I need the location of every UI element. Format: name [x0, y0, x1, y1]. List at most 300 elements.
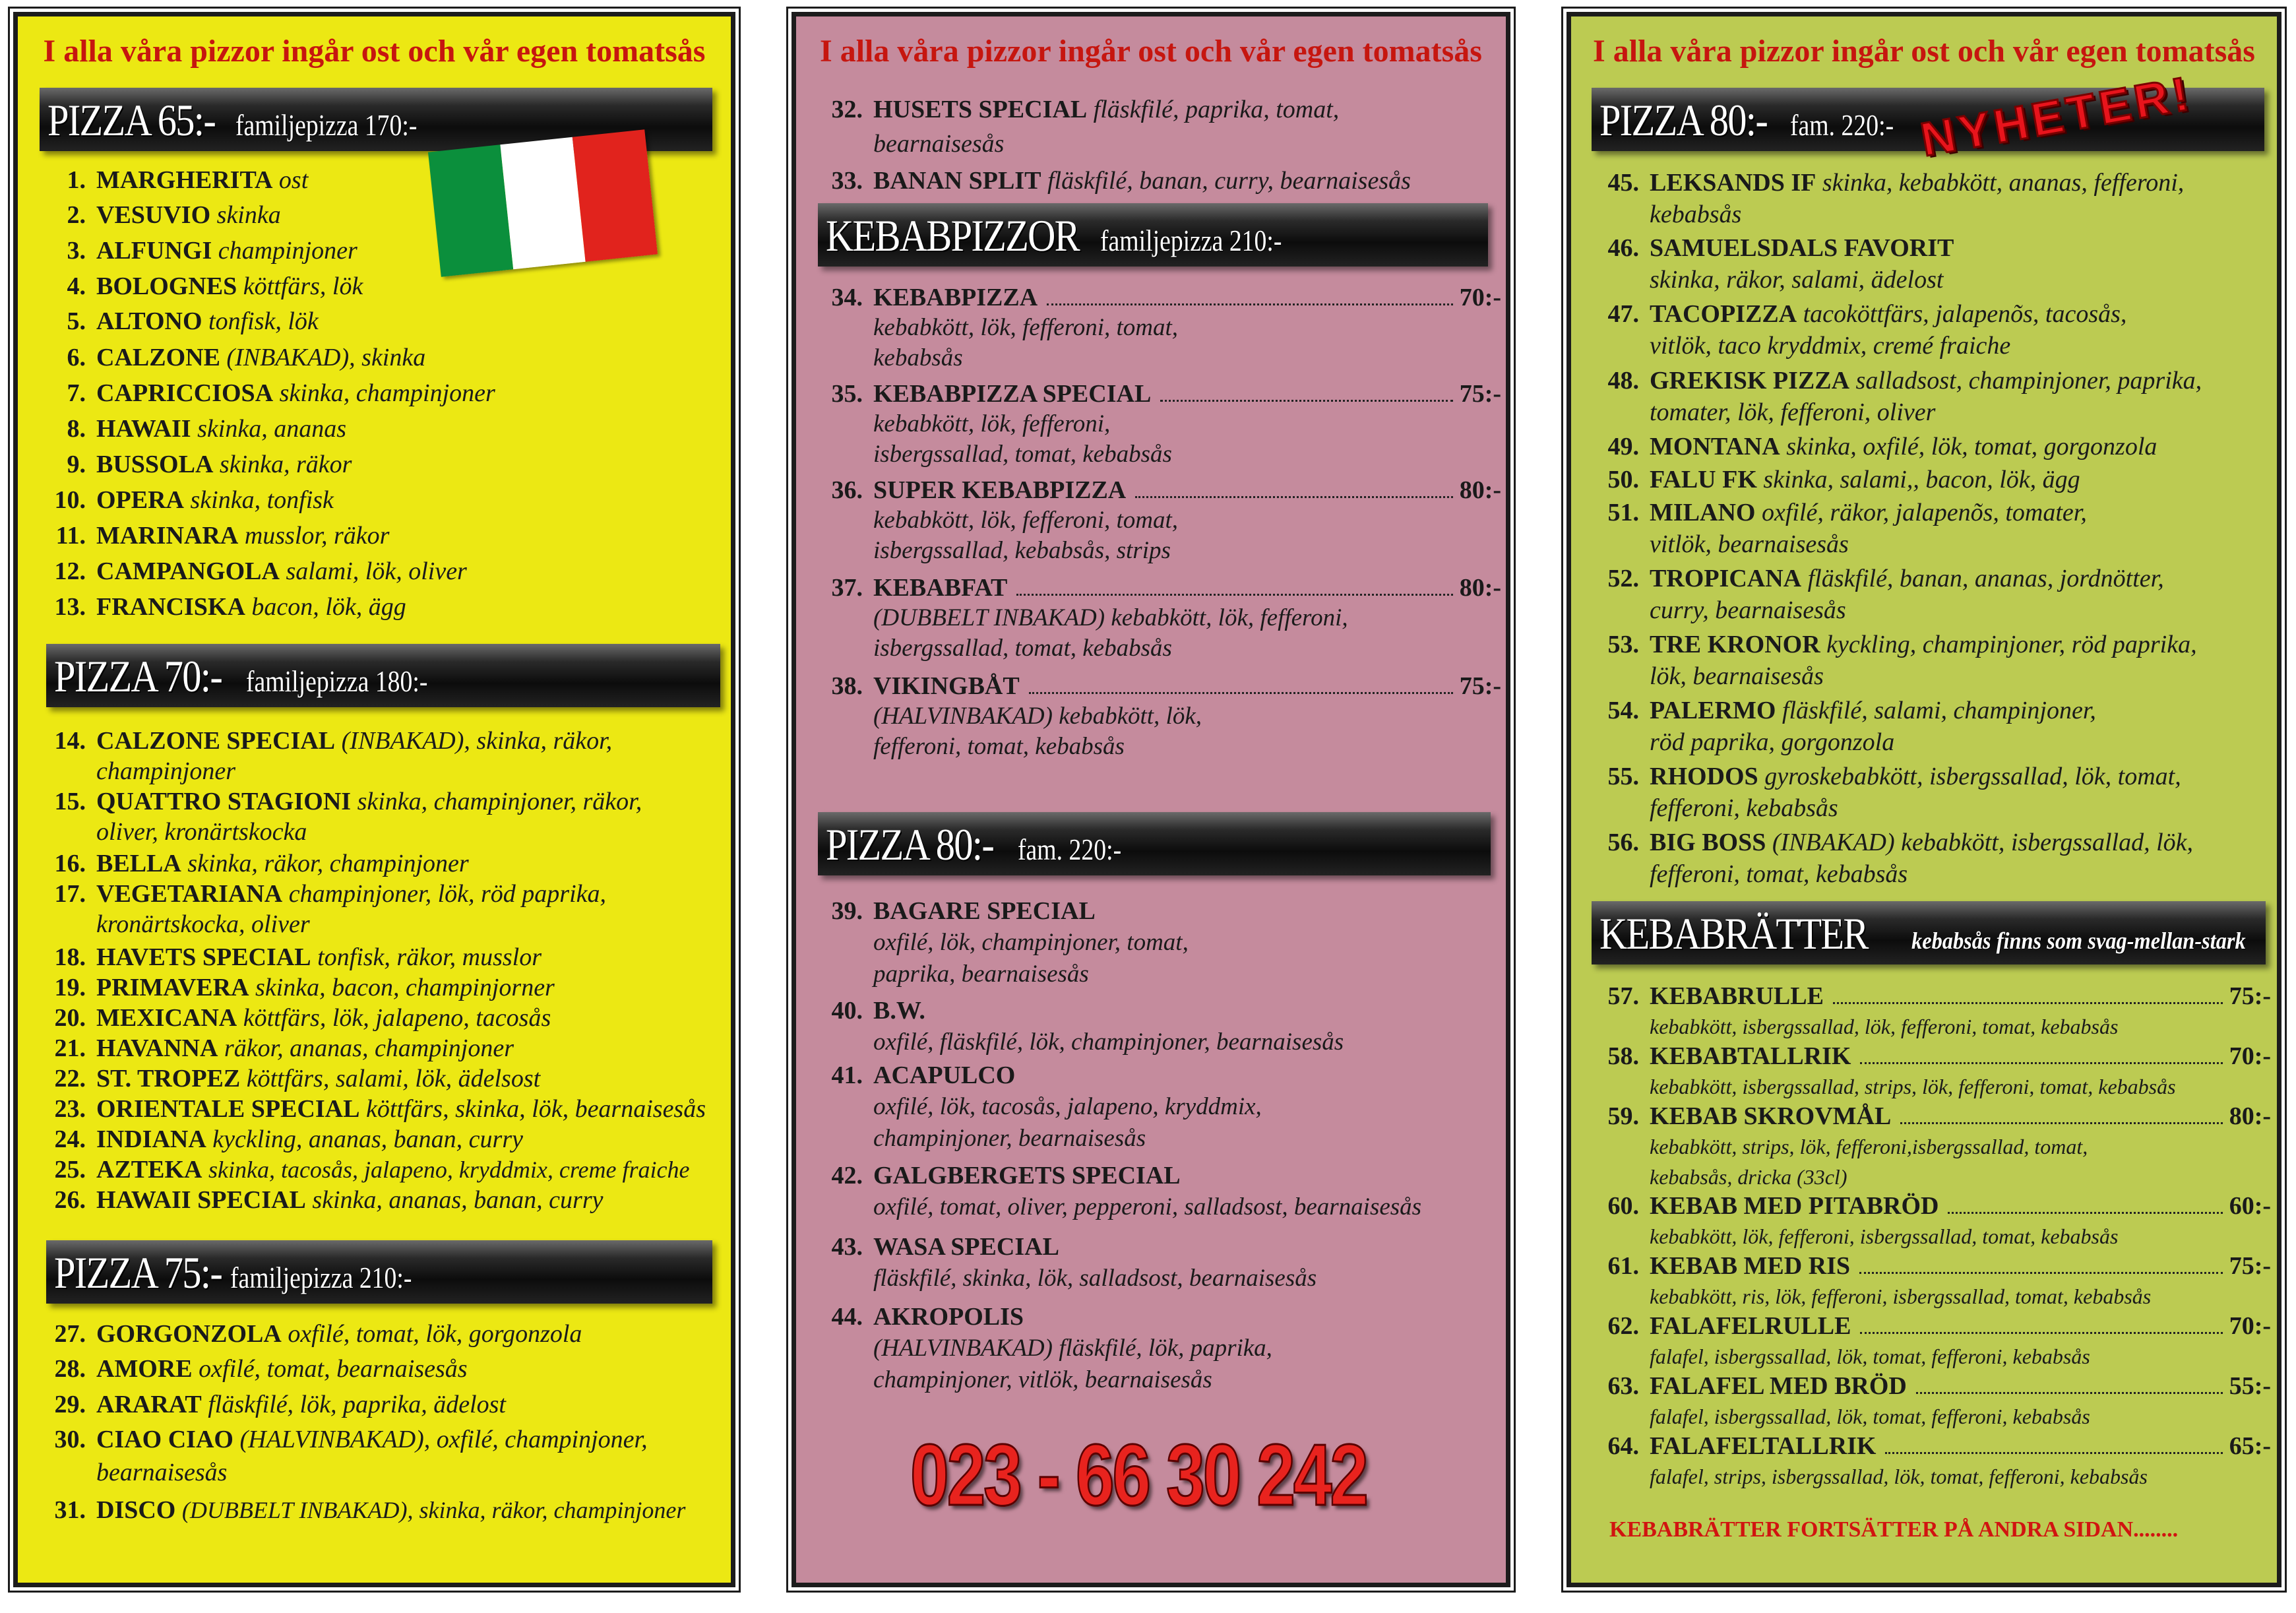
item-toppings: isbergssallad, tomat, kebabsås — [873, 635, 1172, 662]
item-name: MILANO — [1650, 499, 1756, 526]
item-text — [96, 485, 724, 515]
item-text — [873, 1060, 1501, 1154]
item-toppings: (INBAKAD) kebabkött, isbergssallad, lök, — [1772, 829, 2194, 856]
item-text — [96, 879, 734, 939]
item-text — [96, 414, 724, 444]
item-toppings: skinka, räkor — [219, 451, 352, 478]
item-name: FALAFEL MED BRÖD — [1650, 1372, 1907, 1400]
item-toppings: köttfärs, skinka, lök, bearnaisesås — [365, 1095, 706, 1123]
item-name: KEBAB MED RIS — [1650, 1252, 1851, 1280]
section-header-pizza-80-middle — [818, 812, 1491, 875]
item-name: HAWAII SPECIAL — [96, 1186, 306, 1214]
item-toppings-cont: kronärtskocka, oliver — [96, 910, 310, 938]
item-name: CALZONE SPECIAL — [96, 727, 336, 755]
item-name: KEBABPIZZA SPECIAL — [873, 380, 1152, 408]
item-text — [96, 1124, 734, 1154]
item-number: 10. — [54, 486, 86, 514]
item-name: FALU FK — [1650, 466, 1757, 493]
item-text — [96, 1317, 731, 1350]
item-name: CALZONE — [96, 344, 220, 371]
item-text — [96, 200, 724, 230]
item-price: 60:- — [2229, 1192, 2271, 1220]
item-toppings: skinka, salami,, bacon, lök, ägg — [1763, 466, 2080, 493]
item-text — [96, 592, 724, 622]
section-title: PIZZA 65:- — [47, 95, 216, 145]
item-name: BANAN SPLIT — [873, 167, 1041, 195]
item-toppings: (HALVINBAKAD) kebabkött, lök, — [873, 703, 1202, 730]
continues-note: KEBABRÄTTER FORTSÄTTER PÅ ANDRA SIDAN........ — [1609, 1517, 2179, 1542]
section-title: PIZZA 75:- — [54, 1248, 222, 1298]
item-toppings: oxfilé, räkor, jalapenõs, tomater, — [1761, 499, 2087, 526]
item-title-row — [873, 379, 1501, 409]
item-number: 29. — [54, 1391, 86, 1418]
item-number: 13. — [54, 593, 86, 621]
item-text — [96, 271, 724, 301]
item-text — [1650, 629, 2271, 692]
item-toppings: (DUBBELT INBAKAD), skinka, räkor, champinjoner — [181, 1497, 686, 1523]
item-toppings: champinjoner — [218, 237, 357, 265]
item-price: 75:- — [2229, 1252, 2271, 1280]
item-price: 70:- — [2229, 1312, 2271, 1340]
item-toppings: kebabkött, lök, fefferoni, — [873, 410, 1111, 437]
sauce-note: kebabsås finns som svag-mellan-stark — [1911, 928, 2246, 954]
item-text — [96, 342, 724, 373]
item-text — [96, 1494, 731, 1527]
item-text — [1650, 1371, 2271, 1432]
item-number: 51. — [1607, 499, 1639, 526]
item-name: TRE KRONOR — [1650, 631, 1820, 658]
item-toppings: skinka, räkor, champinjoner — [187, 850, 469, 877]
item-toppings: kebabkött, lök, fefferoni, isbergssallad, tomat, kebabsås — [1650, 1224, 2119, 1248]
item-toppings: kebabkött, lök, fefferoni, tomat, — [873, 314, 1179, 341]
section-header-pizza-70 — [46, 644, 720, 707]
item-toppings: tacoköttfärs, jalapenõs, tacosås, — [1803, 300, 2127, 328]
item-name: GORGONZOLA — [96, 1320, 282, 1348]
section-header-pizza-75 — [46, 1240, 712, 1304]
item-name: PRIMAVERA — [96, 974, 249, 1001]
item-text — [1650, 1101, 2271, 1192]
item-number: 40. — [831, 997, 863, 1025]
item-title-row — [873, 995, 1501, 1027]
item-toppings: kyckling, ananas, banan, curry — [212, 1125, 523, 1153]
item-text — [1650, 497, 2271, 560]
item-toppings: oxfilé, tomat, lök, gorgonzola — [288, 1320, 582, 1348]
item-toppings: köttfärs, lök, jalapeno, tacosås — [243, 1004, 551, 1032]
item-number: 63. — [1607, 1372, 1639, 1400]
item-toppings: köttfärs, salami, lök, ädelsost — [246, 1065, 541, 1092]
item-number: 21. — [54, 1034, 86, 1062]
item-number: 1. — [67, 166, 86, 194]
item-toppings-cont: fefferoni, tomat, kebabsås — [1650, 860, 1908, 888]
item-text — [873, 895, 1501, 990]
item-number: 15. — [54, 788, 86, 815]
item-number: 27. — [54, 1320, 86, 1348]
item-title-row — [873, 282, 1501, 313]
item-toppings: kyckling, champinjoner, röd paprika, — [1826, 631, 2197, 658]
item-number: 64. — [1607, 1432, 1639, 1460]
phone-number[interactable]: 023 - 66 30 242 — [910, 1426, 1367, 1523]
item-name: PALERMO — [1650, 697, 1776, 724]
item-number: 53. — [1607, 631, 1639, 658]
item-toppings: tonfisk, lök — [208, 307, 319, 335]
item-text — [1650, 1191, 2271, 1251]
item-price: 55:- — [2229, 1372, 2271, 1400]
item-price: 80:- — [1459, 476, 1501, 504]
item-name: KEBABPIZZA — [873, 284, 1038, 311]
item-number: 9. — [67, 451, 86, 478]
item-title-row — [873, 475, 1501, 505]
item-toppings: fläskfilé, banan, curry, bearnaisesås — [1047, 167, 1411, 195]
item-name: KEBAB SKROVMÅL — [1650, 1102, 1892, 1130]
item-text — [96, 1003, 734, 1033]
item-toppings-cont: vitlök, bearnaisesås — [1650, 530, 1849, 558]
item-text — [873, 164, 1488, 198]
item-name: INDIANA — [96, 1125, 206, 1153]
item-toppings-cont: oliver, kronärtskocka — [96, 818, 307, 846]
item-title-row — [1650, 1311, 2271, 1341]
item-toppings: skinka, champinjoner — [279, 379, 495, 407]
item-toppings-cont: fefferoni, kebabsås — [1650, 794, 1838, 822]
item-title-row — [873, 1060, 1501, 1091]
item-toppings: ost — [278, 166, 309, 194]
item-number: 18. — [54, 943, 86, 971]
item-toppings: gyroskebabkött, isbergssallad, lök, tomat, — [1764, 763, 2181, 790]
item-text — [96, 1094, 734, 1124]
item-number: 35. — [831, 380, 863, 408]
dot-leader — [1948, 1212, 2222, 1214]
item-text — [1650, 232, 2271, 296]
item-name: WASA SPECIAL — [873, 1233, 1059, 1261]
item-number: 20. — [54, 1004, 86, 1032]
item-number: 17. — [54, 880, 86, 908]
item-toppings: (INBAKAD), skinka, räkor, — [341, 727, 613, 755]
item-text — [96, 1423, 731, 1489]
item-name: AKROPOLIS — [873, 1303, 1024, 1331]
item-title-row — [1650, 1101, 2271, 1131]
item-text — [1650, 365, 2271, 428]
item-name: ARARAT — [96, 1391, 202, 1418]
item-text — [96, 236, 724, 266]
item-number: 24. — [54, 1125, 86, 1153]
item-number: 50. — [1607, 466, 1639, 493]
item-toppings: skinka, tonfisk — [190, 486, 334, 514]
section-header-kebabpizzor — [818, 203, 1488, 267]
item-text — [1650, 1041, 2271, 1102]
item-number: 4. — [67, 272, 86, 300]
item-toppings: oxfilé, lök, champinjoner, tomat, — [873, 929, 1189, 956]
item-text — [96, 1352, 731, 1385]
item-number: 48. — [1607, 367, 1639, 395]
item-text — [1650, 695, 2271, 758]
item-name: SAMUELSDALS FAVORIT — [1650, 234, 1954, 262]
dot-leader — [1860, 1332, 2222, 1334]
item-toppings: (DUBBELT INBAKAD) kebabkött, lök, fefferoni, — [873, 604, 1348, 631]
item-name: MARINARA — [96, 522, 239, 550]
item-toppings: räkor, ananas, champinjoner — [224, 1034, 514, 1062]
item-number: 58. — [1607, 1042, 1639, 1070]
item-price: 75:- — [1459, 672, 1501, 700]
item-toppings: champinjoner, lök, röd paprika, — [288, 880, 607, 908]
item-name: LEKSANDS IF — [1650, 169, 1816, 197]
item-number: 45. — [1607, 169, 1639, 197]
family-price: fam. 220:- — [1018, 833, 1122, 866]
item-number: 2. — [67, 201, 86, 229]
item-toppings: (INBAKAD), skinka — [226, 344, 426, 371]
item-text — [873, 995, 1501, 1058]
family-price: familjepizza 210:- — [1100, 224, 1282, 257]
item-number: 31. — [54, 1496, 86, 1524]
item-toppings: köttfärs, lök — [243, 272, 363, 300]
item-toppings: kebabkött, strips, lök, fefferoni,isbergssallad, tomat, — [1650, 1135, 2088, 1158]
item-name: ST. TROPEZ — [96, 1065, 241, 1092]
item-name: ALFUNGI — [96, 237, 212, 265]
tagline-middle: I alla våra pizzor ingår ost och vår egen tomatsås — [820, 34, 1482, 69]
item-text — [96, 1154, 734, 1185]
item-name: GREKISK PIZZA — [1650, 367, 1850, 395]
item-text — [1650, 761, 2271, 824]
item-text — [96, 786, 734, 847]
section-title: PIZZA 80:- — [826, 819, 994, 870]
item-name: ALTONO — [96, 307, 202, 335]
item-text — [1650, 827, 2271, 890]
item-name: QUATTRO STAGIONI — [96, 788, 352, 815]
item-name: ORIENTALE SPECIAL — [96, 1095, 360, 1123]
family-price: familjepizza 180:- — [246, 664, 428, 698]
item-toppings: skinka, ananas, banan, curry — [312, 1186, 604, 1214]
tagline-right: I alla våra pizzor ingår ost och vår egen tomatsås — [1593, 34, 2255, 69]
dot-leader — [1885, 1452, 2222, 1454]
item-name: HAVETS SPECIAL — [96, 943, 311, 971]
item-number: 33. — [831, 167, 863, 195]
item-toppings: falafel, isbergssallad, lök, tomat, fefferoni, kebabsås — [1650, 1344, 2090, 1368]
item-name: GALGBERGETS SPECIAL — [873, 1162, 1181, 1189]
item-toppings: isbergssallad, kebabsås, strips — [873, 537, 1171, 564]
item-name: KEBABTALLRIK — [1650, 1042, 1851, 1070]
item-toppings-cont: bearnaisesås — [96, 1459, 228, 1486]
item-name: FRANCISKA — [96, 593, 245, 621]
item-text — [1650, 298, 2271, 362]
item-toppings: fläskfilé, lök, paprika, ädelost — [208, 1391, 506, 1418]
item-toppings-cont: skinka, räkor, salami, ädelost — [1650, 266, 1944, 294]
item-number: 44. — [831, 1303, 863, 1331]
item-title-row — [873, 895, 1501, 927]
item-toppings: kebabkött, ris, lök, fefferoni, isbergssallad, tomat, kebabsås — [1650, 1284, 2152, 1308]
item-toppings: champinjoner, vitlök, bearnaisesås — [873, 1366, 1212, 1393]
item-number: 7. — [67, 379, 86, 407]
item-toppings: bacon, lök, ägg — [251, 593, 406, 621]
item-toppings: skinka, kebabkött, ananas, fefferoni, — [1822, 169, 2185, 197]
item-name: B.W. — [873, 997, 925, 1025]
item-name: SUPER KEBABPIZZA — [873, 476, 1127, 504]
item-text — [1650, 464, 2271, 495]
item-title-row — [1650, 1041, 2271, 1071]
item-toppings: kebabsås, dricka (33cl) — [1650, 1165, 1847, 1189]
dot-leader — [1859, 1272, 2223, 1274]
item-text — [96, 378, 724, 408]
item-toppings: (HALVINBAKAD) fläskfilé, lök, paprika, — [873, 1335, 1272, 1362]
item-text — [1650, 981, 2271, 1042]
new-items-badge: NYHETER! — [1917, 67, 2196, 167]
item-toppings: tonfisk, räkor, musslor — [317, 943, 542, 971]
item-toppings: fläskfilé, paprika, tomat, — [1093, 96, 1340, 123]
section-title: PIZZA 80:- — [1599, 95, 1768, 145]
dot-leader — [1029, 692, 1453, 694]
item-text — [96, 1063, 734, 1094]
item-number: 39. — [831, 897, 863, 925]
item-text — [1650, 563, 2271, 626]
item-toppings-cont: curry, bearnaisesås — [1650, 596, 1846, 624]
item-number: 36. — [831, 476, 863, 504]
item-number: 60. — [1607, 1192, 1639, 1220]
item-number: 56. — [1607, 829, 1639, 856]
item-number: 11. — [55, 522, 86, 550]
item-number: 26. — [54, 1186, 86, 1214]
item-text — [873, 1160, 1501, 1223]
item-toppings: skinka, oxfilé, lök, tomat, gorgonzola — [1786, 433, 2157, 460]
item-number: 32. — [831, 96, 863, 123]
item-name: CAMPANGOLA — [96, 557, 280, 585]
item-toppings-cont: vitlök, taco kryddmix, cremé fraiche — [1650, 332, 2011, 360]
item-toppings: fläskfilé, salami, champinjoner, — [1782, 697, 2096, 724]
item-name: AMORE — [96, 1355, 193, 1383]
item-toppings: kebabsås — [873, 344, 963, 371]
item-name: MONTANA — [1650, 433, 1780, 460]
item-price: 80:- — [1459, 574, 1501, 602]
item-title-row — [1650, 1251, 2271, 1281]
item-title-row — [873, 1301, 1501, 1333]
item-number: 8. — [67, 415, 86, 443]
item-toppings-cont: champinjoner — [96, 757, 236, 785]
item-number: 28. — [54, 1355, 86, 1383]
item-toppings: skinka — [216, 201, 281, 229]
item-name: CAPRICCIOSA — [96, 379, 274, 407]
item-number: 61. — [1607, 1252, 1639, 1280]
item-name: FALAFELRULLE — [1650, 1312, 1851, 1340]
item-number: 52. — [1607, 565, 1639, 592]
item-name: BUSSOLA — [96, 451, 214, 478]
item-number: 23. — [54, 1095, 86, 1123]
item-number: 5. — [67, 307, 86, 335]
item-number: 55. — [1607, 763, 1639, 790]
item-number: 30. — [54, 1426, 86, 1453]
item-price: 70:- — [2229, 1042, 2271, 1070]
item-text — [96, 1185, 734, 1215]
item-number: 41. — [831, 1061, 863, 1089]
item-text — [873, 282, 1501, 373]
item-title-row — [873, 1231, 1501, 1263]
item-name: VEGETARIANA — [96, 880, 283, 908]
item-number: 3. — [67, 237, 86, 265]
item-name: VESUVIO — [96, 201, 211, 229]
item-toppings: fläskfilé, skinka, lök, salladsost, bearnaisesås — [873, 1265, 1317, 1292]
item-price: 75:- — [2229, 982, 2271, 1010]
item-text — [1650, 1311, 2271, 1372]
item-text — [96, 306, 724, 336]
item-number: 6. — [67, 344, 86, 371]
section-title: PIZZA 70:- — [54, 651, 222, 701]
item-title-row — [1650, 981, 2271, 1011]
item-name: CIAO CIAO — [96, 1426, 233, 1453]
item-toppings: falafel, strips, isbergssallad, lök, tomat, fefferoni, kebabsås — [1650, 1465, 2148, 1488]
item-text — [96, 165, 724, 195]
item-number: 43. — [831, 1233, 863, 1261]
item-number: 25. — [54, 1156, 86, 1184]
item-toppings-cont: tomater, lök, fefferoni, oliver — [1650, 398, 1936, 426]
section-title: KEBABPIZZOR — [826, 210, 1079, 261]
item-number: 46. — [1607, 234, 1639, 262]
item-name: TACOPIZZA — [1650, 300, 1797, 328]
dot-leader — [1860, 1062, 2222, 1064]
item-title-row — [873, 573, 1501, 603]
item-name: DISCO — [96, 1496, 176, 1524]
item-title-row — [1650, 1431, 2271, 1461]
dot-leader — [1900, 1122, 2222, 1124]
item-title-row — [1650, 1191, 2271, 1221]
family-price: fam. 220:- — [1790, 108, 1894, 142]
item-name: BELLA — [96, 850, 181, 877]
item-name: MARGHERITA — [96, 166, 273, 194]
item-number: 49. — [1607, 433, 1639, 460]
item-number: 42. — [831, 1162, 863, 1189]
item-text — [873, 1231, 1501, 1294]
section-header-kebabratter — [1592, 901, 2266, 965]
item-name: HAVANNA — [96, 1034, 218, 1062]
item-text — [873, 475, 1501, 566]
item-text — [96, 556, 724, 586]
item-toppings: skinka, ananas — [197, 415, 346, 443]
item-text — [96, 726, 734, 786]
item-toppings: kebabkött, isbergssallad, lök, fefferoni, tomat, kebabsås — [1650, 1015, 2119, 1038]
item-toppings: oxfilé, tomat, oliver, pepperoni, salladsost, bearnaisesås — [873, 1193, 1422, 1220]
item-number: 62. — [1607, 1312, 1639, 1340]
item-text — [1650, 431, 2271, 462]
item-toppings: skinka, champinjoner, räkor, — [357, 788, 642, 815]
item-text — [873, 1301, 1501, 1396]
item-number: 14. — [54, 727, 86, 755]
dot-leader — [1016, 594, 1452, 596]
item-toppings: fläskfilé, banan, ananas, jordnötter, — [1807, 565, 2164, 592]
item-text — [1650, 167, 2271, 230]
item-text — [1650, 1251, 2271, 1312]
tagline-left: I alla våra pizzor ingår ost och vår egen tomatsås — [43, 34, 706, 69]
item-text — [96, 449, 724, 480]
item-number: 57. — [1607, 982, 1639, 1010]
item-toppings-cont: röd paprika, gorgonzola — [1650, 728, 1895, 756]
item-toppings: isbergssallad, tomat, kebabsås — [873, 441, 1172, 468]
item-number: 34. — [831, 284, 863, 311]
item-number: 54. — [1607, 697, 1639, 724]
item-text — [873, 671, 1501, 762]
item-toppings-cont: lök, bearnaisesås — [1650, 662, 1824, 690]
item-name: HUSETS SPECIAL — [873, 96, 1088, 123]
item-toppings: oxfilé, fläskfilé, lök, champinjoner, bearnaisesås — [873, 1028, 1344, 1056]
item-text — [1650, 1431, 2271, 1492]
item-toppings-cont: kebabsås — [1650, 201, 1742, 228]
item-name: BOLOGNES — [96, 272, 237, 300]
item-name: TROPICANA — [1650, 565, 1802, 592]
item-toppings: oxfilé, tomat, bearnaisesås — [199, 1355, 468, 1383]
item-number: 12. — [54, 557, 86, 585]
item-text — [96, 848, 734, 879]
item-name: AZTEKA — [96, 1156, 202, 1184]
item-price: 70:- — [1459, 284, 1501, 311]
item-toppings: kebabkött, isbergssallad, strips, lök, fefferoni, tomat, kebabsås — [1650, 1075, 2176, 1098]
item-toppings: (HALVINBAKAD), oxfilé, champinjoner, — [239, 1426, 648, 1453]
item-toppings: oxfilé, lök, tacosås, jalapeno, kryddmix, — [873, 1093, 1262, 1120]
dot-leader — [1160, 400, 1452, 402]
item-text — [96, 1033, 734, 1063]
item-text — [873, 92, 1488, 161]
